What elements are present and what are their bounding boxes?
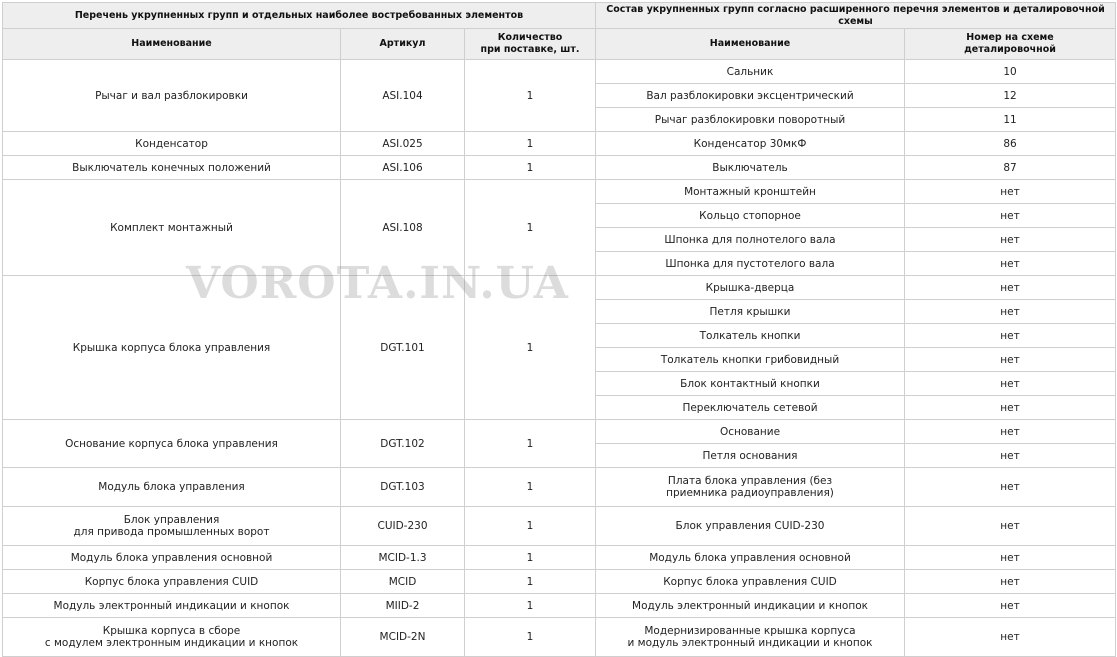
group-qty: 1 — [465, 468, 596, 507]
part-name: Петля крышки — [596, 300, 905, 324]
group-article: ASI.104 — [341, 60, 465, 132]
part-number: нет — [905, 594, 1116, 618]
table-row — [3, 618, 1116, 657]
group-qty: 1 — [465, 420, 596, 468]
part-name: Модуль блока управления основной — [596, 546, 905, 570]
table-row — [3, 546, 1116, 570]
section-right-title: Состав укрупненных групп согласно расширенного перечня элементов и деталировочной схемы — [596, 3, 1116, 29]
header-qty: Количество при поставке, шт. — [465, 29, 596, 60]
part-name: Шпонка для полнотелого вала — [596, 228, 905, 252]
table-row — [3, 180, 1116, 204]
group-qty: 1 — [465, 180, 596, 276]
group-name: Конденсатор — [3, 132, 341, 156]
part-number: нет — [905, 546, 1116, 570]
parts-table — [2, 2, 1116, 657]
part-name: Выключатель — [596, 156, 905, 180]
table-row — [3, 276, 1116, 300]
part-name: Крышка-дверца — [596, 276, 905, 300]
group-name: Корпус блока управления CUID — [3, 570, 341, 594]
part-number: нет — [905, 507, 1116, 546]
part-name: Переключатель сетевой — [596, 396, 905, 420]
part-name: Блок управления CUID-230 — [596, 507, 905, 546]
part-number: нет — [905, 324, 1116, 348]
group-qty: 1 — [465, 507, 596, 546]
group-qty: 1 — [465, 594, 596, 618]
part-number: нет — [905, 420, 1116, 444]
group-article: ASI.108 — [341, 180, 465, 276]
part-name: Основание — [596, 420, 905, 444]
part-number: нет — [905, 180, 1116, 204]
group-name: Блок управления для привода промышленных ворот — [3, 507, 341, 546]
part-number: 10 — [905, 60, 1116, 84]
table-row — [3, 570, 1116, 594]
part-number: нет — [905, 276, 1116, 300]
part-name: Конденсатор 30мкФ — [596, 132, 905, 156]
group-name: Комплект монтажный — [3, 180, 341, 276]
part-name: Кольцо стопорное — [596, 204, 905, 228]
part-number: нет — [905, 300, 1116, 324]
group-article: MCID-1.3 — [341, 546, 465, 570]
group-name: Рычаг и вал разблокировки — [3, 60, 341, 132]
header-name: Наименование — [3, 29, 341, 60]
part-number: нет — [905, 228, 1116, 252]
part-number: нет — [905, 444, 1116, 468]
part-name: Блок контактный кнопки — [596, 372, 905, 396]
group-article: MCID — [341, 570, 465, 594]
part-number: нет — [905, 570, 1116, 594]
group-qty: 1 — [465, 570, 596, 594]
table-row — [3, 594, 1116, 618]
part-number: нет — [905, 204, 1116, 228]
part-name: Петля основания — [596, 444, 905, 468]
part-name: Шпонка для пустотелого вала — [596, 252, 905, 276]
group-article: CUID-230 — [341, 507, 465, 546]
group-article: DGT.103 — [341, 468, 465, 507]
part-name: Корпус блока управления CUID — [596, 570, 905, 594]
group-article: ASI.025 — [341, 132, 465, 156]
table-row — [3, 132, 1116, 156]
part-name: Сальник — [596, 60, 905, 84]
header-article: Артикул — [341, 29, 465, 60]
group-name: Крышка корпуса в сборе с модулем электронным индикации и кнопок — [3, 618, 341, 657]
part-name: Монтажный кронштейн — [596, 180, 905, 204]
group-qty: 1 — [465, 618, 596, 657]
part-name: Модернизированные крышка корпуса и модуль электронный индикации и кнопок — [596, 618, 905, 657]
part-name: Плата блока управления (без приемника радиоуправления) — [596, 468, 905, 507]
part-number: нет — [905, 618, 1116, 657]
group-name: Модуль блока управления — [3, 468, 341, 507]
part-number: нет — [905, 372, 1116, 396]
group-qty: 1 — [465, 60, 596, 132]
part-name: Вал разблокировки эксцентрический — [596, 84, 905, 108]
group-article: MCID-2N — [341, 618, 465, 657]
part-number: нет — [905, 348, 1116, 372]
group-article: ASI.106 — [341, 156, 465, 180]
group-name: Основание корпуса блока управления — [3, 420, 341, 468]
group-name: Крышка корпуса блока управления — [3, 276, 341, 420]
section-left-title: Перечень укрупненных групп и отдельных наиболее востребованных элементов — [3, 3, 596, 29]
group-article: MIID-2 — [341, 594, 465, 618]
group-qty: 1 — [465, 546, 596, 570]
table-row — [3, 420, 1116, 444]
watermark: VOROTA.IN.UA — [186, 258, 569, 309]
header-scheme-number: Номер на схеме деталировочной — [905, 29, 1116, 60]
group-name: Выключатель конечных положений — [3, 156, 341, 180]
table-row — [3, 156, 1116, 180]
group-qty: 1 — [465, 276, 596, 420]
table-row — [3, 60, 1116, 84]
part-number: нет — [905, 396, 1116, 420]
part-number: 86 — [905, 132, 1116, 156]
part-number: 12 — [905, 84, 1116, 108]
group-qty: 1 — [465, 156, 596, 180]
table-row — [3, 507, 1116, 546]
group-article: DGT.102 — [341, 420, 465, 468]
group-article: DGT.101 — [341, 276, 465, 420]
group-name: Модуль блока управления основной — [3, 546, 341, 570]
header-part-name: Наименование — [596, 29, 905, 60]
part-name: Толкатель кнопки — [596, 324, 905, 348]
part-number: 87 — [905, 156, 1116, 180]
table-row — [3, 468, 1116, 507]
part-number: 11 — [905, 108, 1116, 132]
part-name: Модуль электронный индикации и кнопок — [596, 594, 905, 618]
part-name: Рычаг разблокировки поворотный — [596, 108, 905, 132]
part-name: Толкатель кнопки грибовидный — [596, 348, 905, 372]
group-qty: 1 — [465, 132, 596, 156]
group-name: Модуль электронный индикации и кнопок — [3, 594, 341, 618]
part-number: нет — [905, 252, 1116, 276]
part-number: нет — [905, 468, 1116, 507]
